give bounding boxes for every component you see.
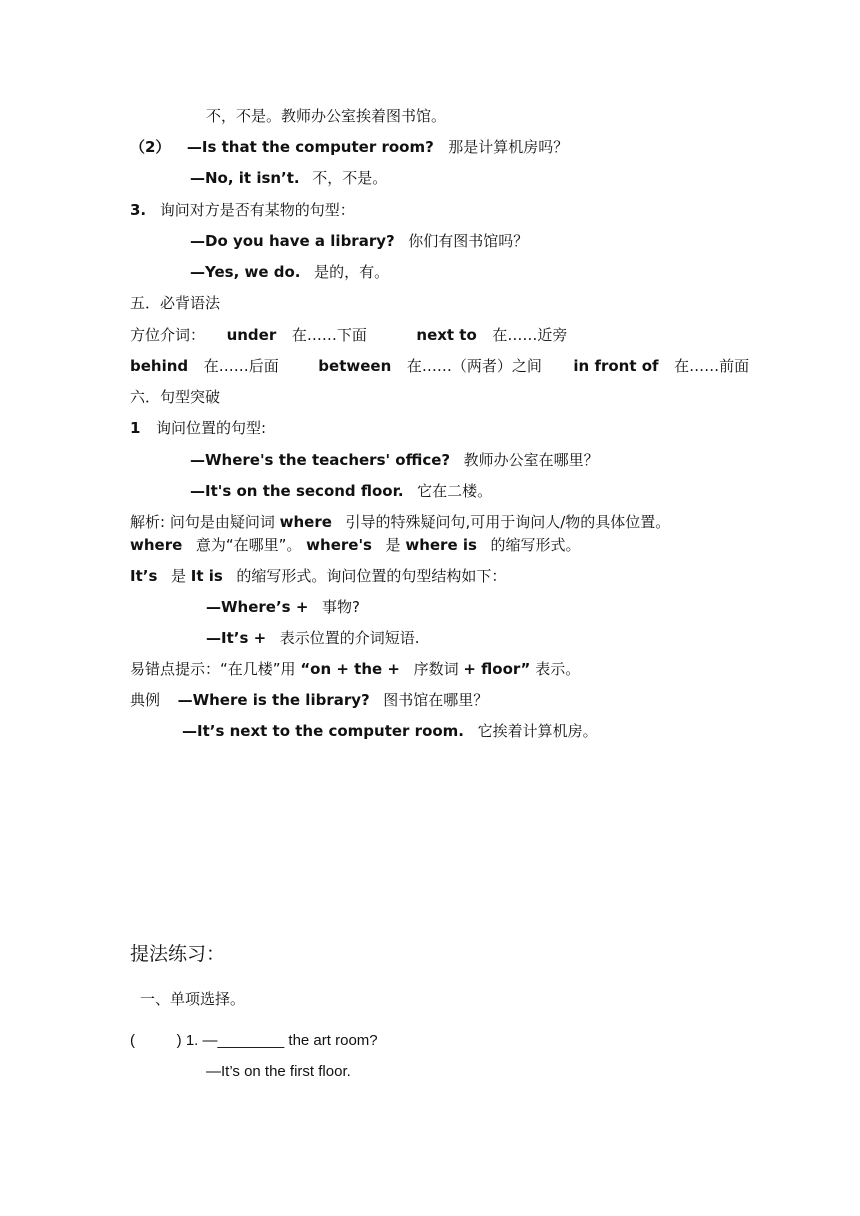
text-line-1: 不，不是。教师办公室挨着图书馆。: [206, 107, 447, 125]
text-line-11: 1 询问位置的句型:: [130, 419, 267, 437]
text-line-14: 解析: 问句是由疑问词 where 引导的特殊疑问句,可用于询问人/物的具体位置。: [130, 513, 671, 531]
question-1: ( ) 1. —________ the art room?: [130, 1032, 378, 1049]
section-heading-5: 五．必背语法: [130, 294, 221, 312]
text-line-9: behind 在……后面 between 在……（两者）之间 in front of 在……前面: [130, 357, 750, 375]
text-line-12: —Where's the teachers' office? 教师办公室在哪里？: [190, 451, 599, 469]
text-line-16: It’s 是 It is 的缩写形式。询问位置的句型结构如下：: [130, 567, 507, 585]
text-line-21: —It’s next to the computer room. 它挨着计算机房。: [182, 722, 598, 740]
practice-subtitle: 一、单项选择。: [140, 990, 246, 1008]
question-1-answer-line: —It’s on the first floor.: [206, 1063, 351, 1080]
text-line-13: —It's on the second floor. 它在二楼。: [190, 482, 493, 500]
text-line-5: —Do you have a library? 你们有图书馆吗？: [190, 232, 529, 250]
text-line-4: 3. 询问对方是否有某物的句型：: [130, 201, 355, 219]
practice-title: 提法练习：: [130, 943, 226, 965]
text-line-3: —No, it isn’t. 不，不是。: [190, 169, 388, 187]
text-line-8: 方位介词： under 在……下面 next to 在……近旁: [130, 326, 568, 344]
text-line-15: where 意为“在哪里”。 where's 是 where is 的缩写形式。: [130, 536, 581, 554]
section-heading-6: 六．句型突破: [130, 388, 221, 406]
text-line-17: —Where’s + 事物?: [206, 598, 360, 616]
text-line-19: 易错点提示：“在几楼”用 “on + the + 序数词 + floor” 表示。: [130, 660, 581, 678]
text-line-2: （2） —Is that the computer room? 那是计算机房吗？: [130, 138, 569, 156]
text-line-20: 典例 —Where is the library? 图书馆在哪里？: [130, 691, 489, 709]
text-line-6: —Yes, we do. 是的，有。: [190, 263, 390, 281]
text-line-18: —It’s + 表示位置的介词短语.: [206, 629, 420, 647]
